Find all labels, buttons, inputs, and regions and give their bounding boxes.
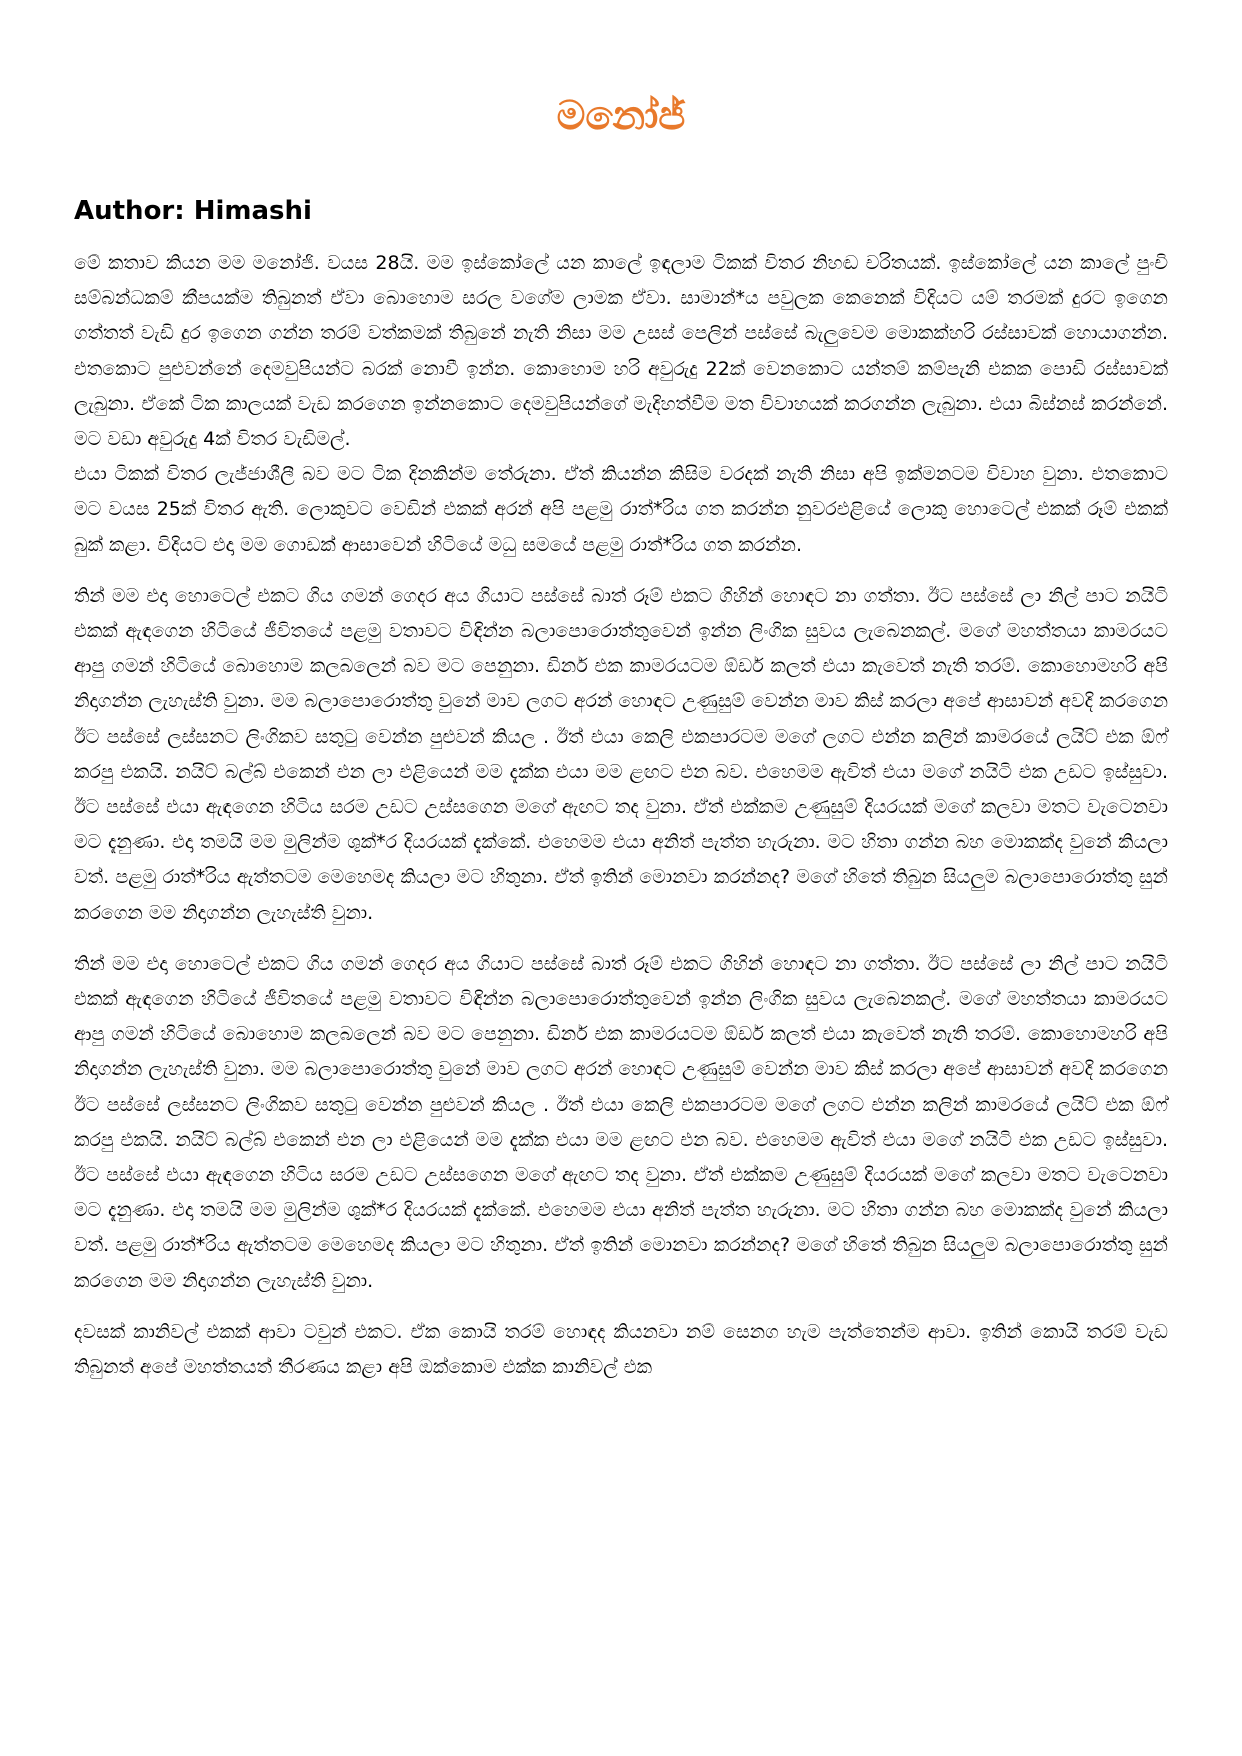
author-line: Author: Himashi — [74, 196, 312, 226]
paragraph-intro: මේ කතාව කියන මම මනෝජි. වයස 28යි. මම ඉස්කෝලේ යන කාලේ ඉඳලාම ටිකක් විතර නිහඬ චරිතයක්. ඉස්කෝලේ යන කාලේ පුංචි සම්බන්ධකම් කීපයක්ම තිබුනත් ඒවා බොහොම සරල වගේම ලාමක ඒවා. සාමාන්*ය පවුලක කෙනෙක් විදියට යම් තරමක් දුරට ඉගෙන ගත්තත් වැඩි දුර ඉගෙන ගන්න තරම් වත්කමක් තිබුනේ නැති නිසා මම උසස් පෙලින් පස්සේ බැලුවෙම මොකක්හරි රස්සාවක් හොයාගන්න. එතකොට පුළුවන්නේ දෙමවුපියන්ට බරක් නොවී ඉන්න. කොහොම හරි අවුරුදු 22ක් වෙනකොට යන්තම් කම්පැනි එකක පොඩි රස්සාවක් ලැබුනා. ඒකේ ටික කාලයක් වැඩ කරගෙන ඉන්නකොට දෙමවුපියන්ගේ මැදිහත්වීම මත විවාහයක් කරගන්න ලැබුනා. එයා බිස්නස් කරන්නේ. මට වඩා අවුරුදු 4ක් විතර වැඩිමල්. — [74, 252, 1168, 451]
paragraph-first-night-repeat: තින් මම එදා හොටෙල් එකට ගිය ගමන් ගෙදර අය ගියාට පස්සේ බාත් රූම් එකට ගිහින් හොඳට නා ගත්තා. ඊට පස්සේ ලා නිල් පාට නයිටි එකක් ඇඳගෙන හිටියේ ජීවිතයේ පළමු වතාවට විඳින්න බලාපොරොත්තුවෙන් ඉන්න ලිංගික සුවය ලැබෙනකල්. මගේ මහත්තයා කාමරයට ආපු ගමන් හිටියේ බොහොම කලබලෙන් බව මට පෙනුනා. ඩිනර් එක කාමරයටම ඕඩර් කලත් එයා කැවෙත් නැති තරම්. කොහොමහරි අපි නිදාගන්න ලැහැස්ති වුනා. මම බලාපොරොත්තු වුනේ මාව ලගට අරන් හොඳට උණුසුම් වෙන්න මාව කිස් කරලා අපේ ආසාවන් අවදි කරගෙන ඊට පස්සේ ලස්සනට ලිංගිකව සතුටු වෙන්න පුළුවන් කියල . ඊත් එයා කෙලි එකපාරටම මගේ ලගට එන්න කලින් කාමරයේ ලයිට් එක ඕෆ් කරපු එකයි. නයිට් බල්බ් එකෙන් එන ලා එළියෙන් මම දැක්ක එයා මම ළඟට එන බව. එහෙමම ඇවිත් එයා මගේ නයිටි එක උඩට ඉස්සුවා. ඊට පස්සේ එයා ඇඳගෙන හිටිය සරම උඩට උස්සගෙන මගේ ඇඟට තද වුනා. ඒත් එක්කම උණුසුම් දියරයක් මගේ කලවා මතට වැටෙනවා මට දැනුණා. එදා තමයි මම මුලින්ම ශුක්*ර දියරයක් දැක්කේ. එහෙමම එයා අනිත් පැත්ත හැරුනා. මට හිතා ගන්න බහ මොකක්ද වුනේ කියලා වත්. පළමු රාත්*රිය ඇත්තටම මෙහෙමද කියලා මට හිතුනා. ඒත් ඉතින් මොනවා කරන්නද? මගේ හිතේ තිබුන සියලුම බලාපොරොත්තු සුන් කරගෙන මම නිදාගන්න ලැහැස්ති වුනා. — [74, 952, 1168, 1292]
paragraph-carnival: දවසක් කානිවල් එකක් ආවා ටවුන් එකට. ඒක කොයි තරම් හොඳද කියනවා නම් සෙනග හැම පැත්තෙන්ම ආවා. ඉතින් කොයි තරම් වැඩ තිබුනත් අපේ මහත්තයත් තීරණය කළා අපි ඔක්කොම එක්ක කානිවල් එක — [74, 1320, 1168, 1379]
paragraph-marriage: එයා ටිකක් විතර ලැජ්ජාශීලී බව මට ටික දිනකින්ම තේරුනා. ඒත් කියන්න කිසිම වරදක් නැති නිසා අපි ඉක්මනටම විවාහ වුනා. එතකොට මට වයස 25ක් විතර ඇති. ලොකුවට වෙඩින් එකක් අරන් අපි පළමු රාත්*රිය ගත කරන්න නුවරඑළියේ ලොකු හොටෙල් එකක් රූම් එකක් බුක් කළා. විදියට එදා මම ගොඩක් ආසාවෙන් හිටියේ මධු සමයේ පළමු රාත්*රිය ගත කරන්න. — [74, 463, 1168, 556]
paragraph-first-night: තින් මම එදා හොටෙල් එකට ගිය ගමන් ගෙදර අය ගියාට පස්සේ බාත් රූම් එකට ගිහින් හොඳට නා ගත්තා. ඊට පස්සේ ලා නිල් පාට නයිටි එකක් ඇඳගෙන හිටියේ ජීවිතයේ පළමු වතාවට විඳින්න බලාපොරොත්තුවෙන් ඉන්න ලිංගික සුවය ලැබෙනකල්. මගේ මහත්තයා කාමරයට ආපු ගමන් හිටියේ බොහොම කලබලෙන් බව මට පෙනුනා. ඩිනර් එක කාමරයටම ඕඩර් කලත් එයා කැවෙත් නැති තරම්. කොහොමහරි අපි නිදාගන්න ලැහැස්ති වුනා. මම බලාපොරොත්තු වුනේ මාව ලගට අරන් හොඳට උණුසුම් වෙන්න මාව කිස් කරලා අපේ ආසාවන් අවදි කරගෙන ඊට පස්සේ ලස්සනට ලිංගිකව සතුටු වෙන්න පුළුවන් කියල . ඊත් එයා කෙලි එකපාරටම මගේ ලගට එන්න කලින් කාමරයේ ලයිට් එක ඕෆ් කරපු එකයි. නයිට් බල්බ් එකෙන් එන ලා එළියෙන් මම දැක්ක එයා මම ළඟට එන බව. එහෙමම ඇවිත් එයා මගේ නයිටි එක උඩට ඉස්සුවා. ඊට පස්සේ එයා ඇඳගෙන හිටිය සරම උඩට උස්සගෙන මගේ ඇඟට තද වුනා. ඒත් එක්කම උණුසුම් දියරයක් මගේ කලවා මතට වැටෙනවා මට දැනුණා. එදා තමයි මම මුලින්ම ශුක්*ර දියරයක් දැක්කේ. එහෙමම එයා අනිත් පැත්ත හැරුනා. මට හිතා ගන්න බහ මොකක්ද වුනේ කියලා වත්. පළමු රාත්*රිය ඇත්තටම මෙහෙමද කියලා මට හිතුනා. ඒත් ඉතින් මොනවා කරන්නද? මගේ හිතේ තිබුන සියලුම බලාපොරොත්තු සුන් කරගෙන මම නිදාගන්න ලැහැස්ති වුනා. — [74, 584, 1168, 924]
page-title: මනෝජ් — [556, 93, 686, 139]
